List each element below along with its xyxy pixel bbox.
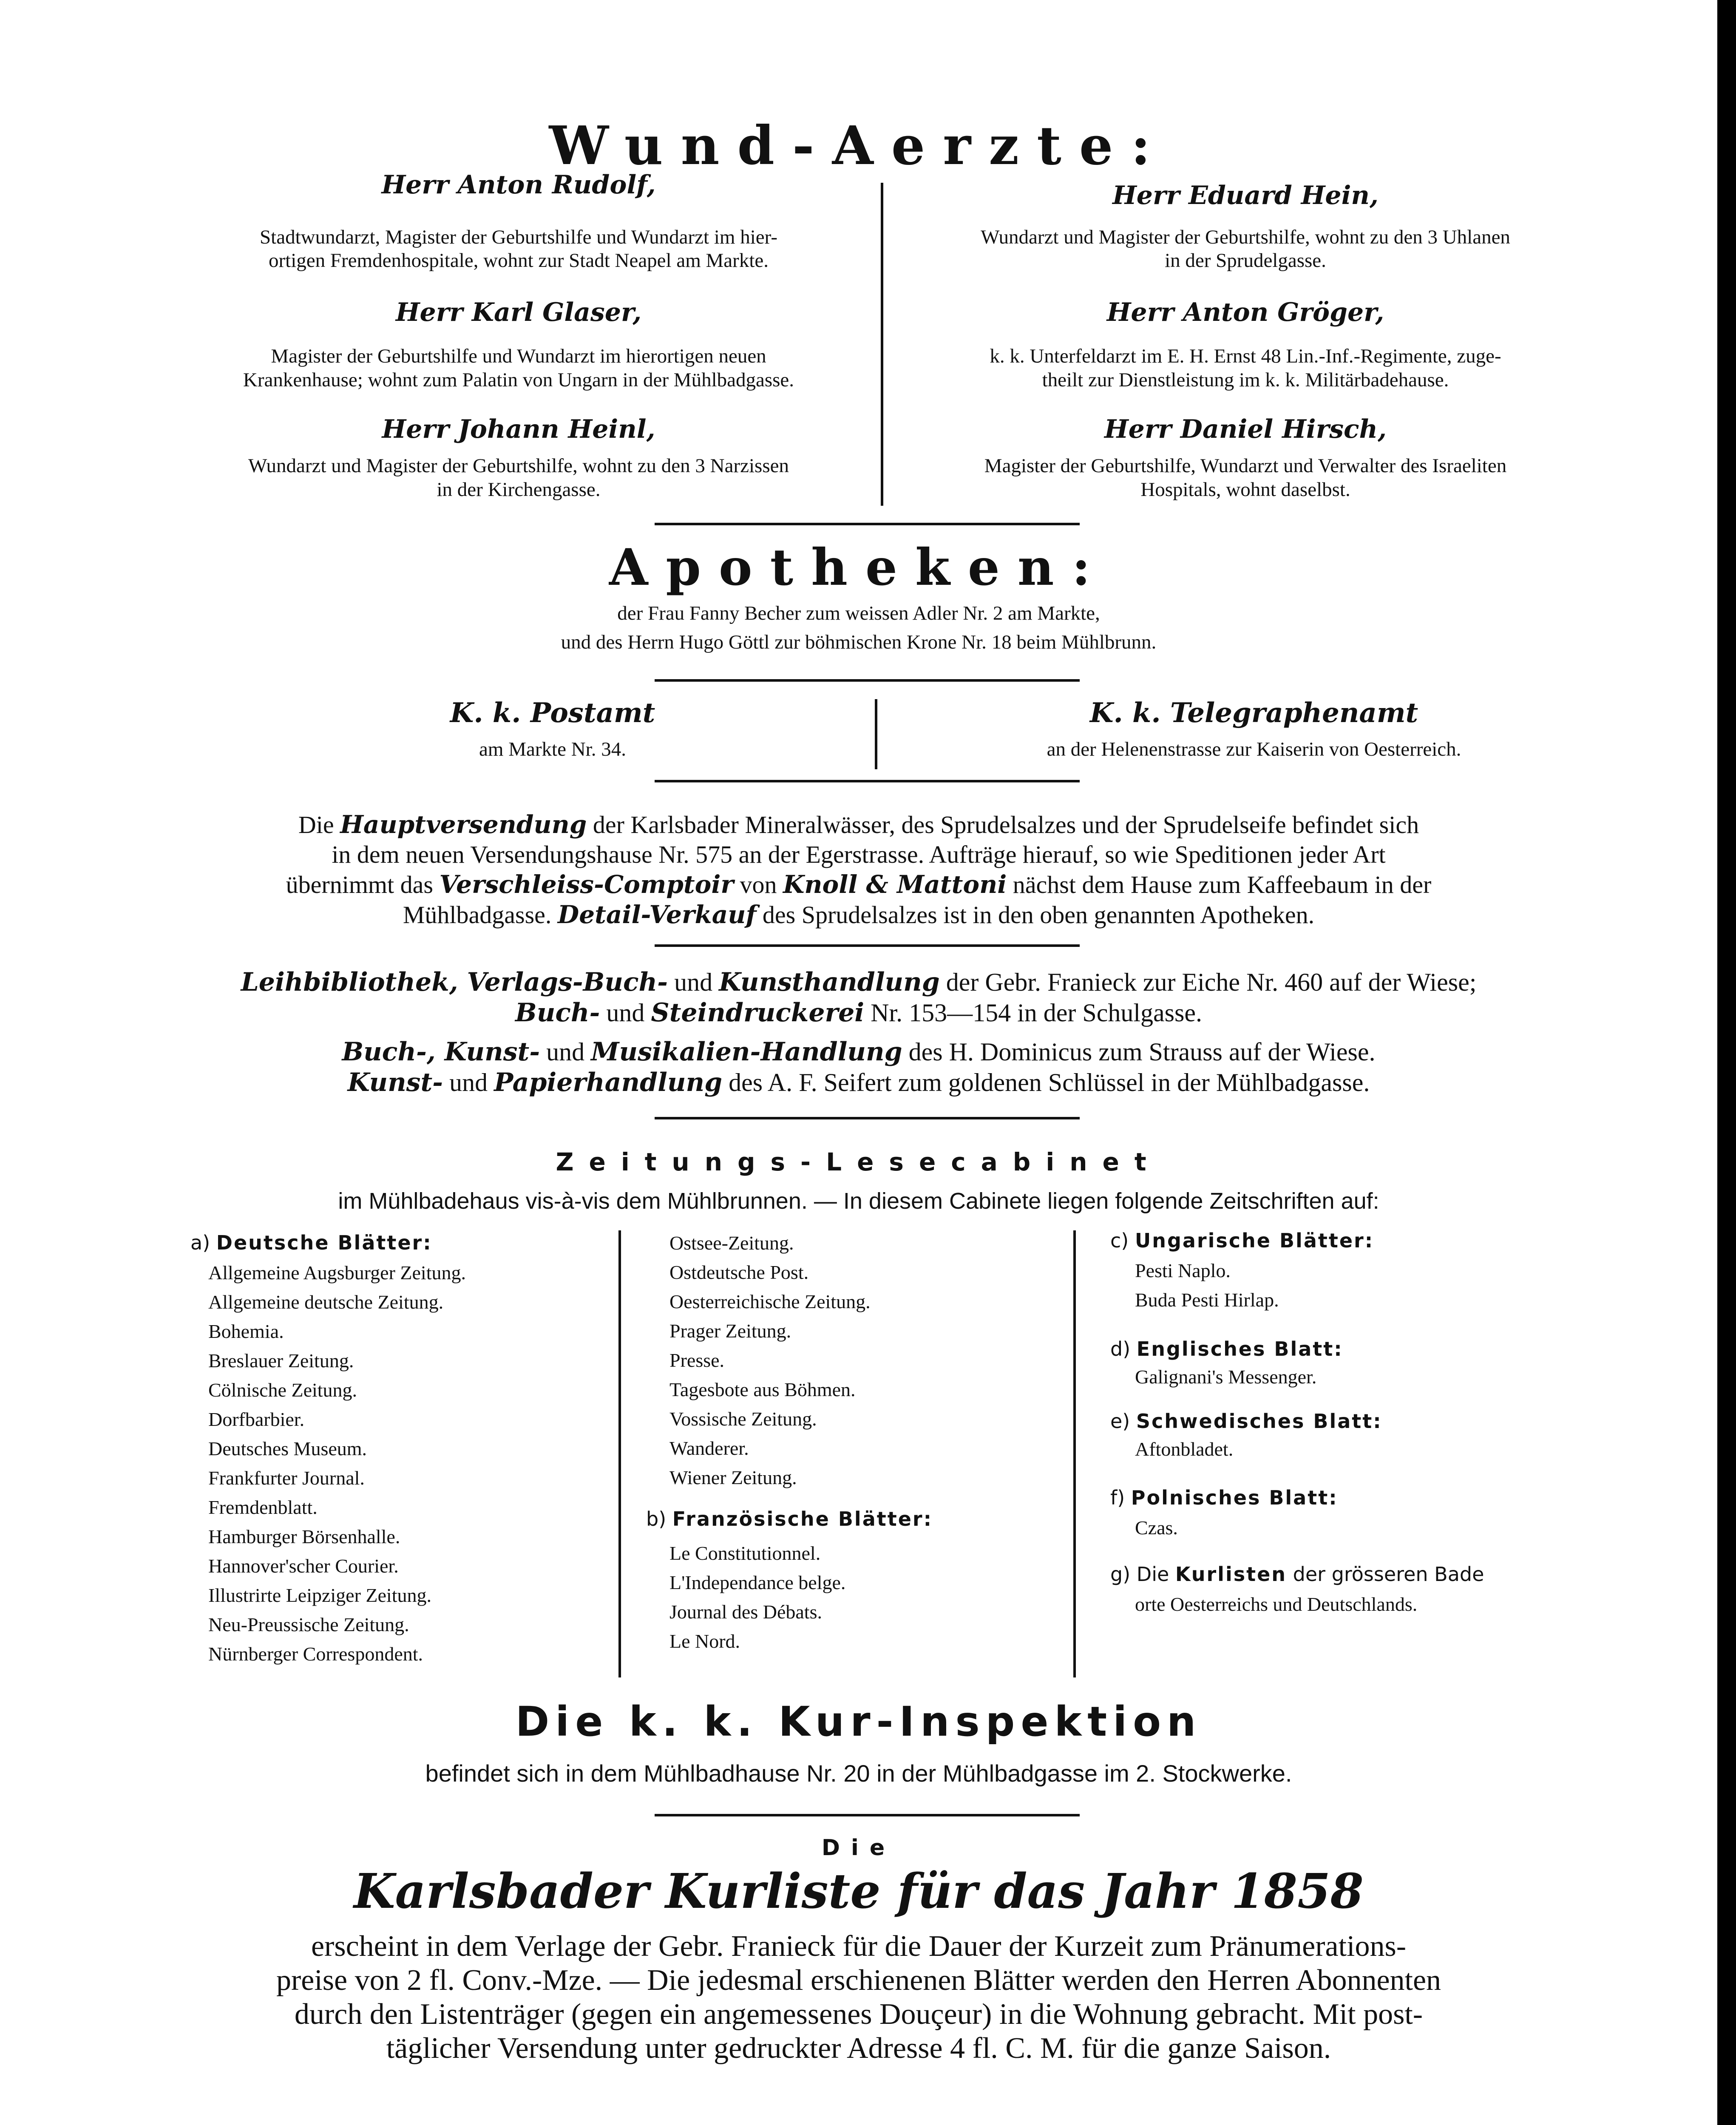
list-item: Frankfurter Journal. bbox=[208, 1467, 365, 1489]
section-title-wundaerzte: Wund-Aerzte: bbox=[549, 115, 1169, 177]
doctor-name: Herr Anton Rudolf, bbox=[381, 170, 656, 200]
list-heading-kurlisten: g) Die Kurlisten der grösseren Bade bbox=[1110, 1563, 1484, 1586]
column-divider bbox=[1073, 1230, 1076, 1677]
newspaper-list-polish bbox=[1135, 1513, 1178, 1542]
list-item: Allgemeine deutsche Zeitung. bbox=[208, 1291, 444, 1313]
post-office-title: K. k. Postamt bbox=[450, 697, 655, 729]
list-item: L'Independance belge. bbox=[669, 1572, 846, 1593]
list-item: Pesti Naplo. bbox=[1135, 1260, 1231, 1281]
list-item: Tagesbote aus Böhmen. bbox=[669, 1379, 856, 1400]
list-item: Illustrirte Leipziger Zeitung. bbox=[208, 1584, 431, 1606]
list-item: Neu-Preussische Zeitung. bbox=[208, 1614, 409, 1635]
column-divider bbox=[881, 183, 883, 506]
divider-rule bbox=[655, 1117, 1080, 1119]
list-heading-french: b) Französische Blätter: bbox=[646, 1507, 933, 1530]
dispatch-paragraph: Die Hauptversendung der Karlsbader Mineralwässer, des Sprudelsalzes und der Sprudelseife befindet sich in dem neuen Versendungshause Nr. 575 an der Egerstrasse. Aufträge hierauf, so wie Speditionen jeder Art übernimmt das Verschleiss-Comptoir von Knoll & Mattoni nächst dem Hause zum Kaffeebaum in der Mühlbadgasse. Detail-Verkauf des Sprudelsalzes ist in den oben genannten Apotheken. bbox=[286, 810, 1432, 929]
column-divider bbox=[618, 1230, 621, 1677]
pharmacy-line: der Frau Fanny Becher zum weissen Adler Nr. 2 am Markte, bbox=[617, 602, 1100, 624]
divider-rule bbox=[655, 944, 1080, 947]
list-item: Deutsches Museum. bbox=[208, 1438, 367, 1459]
list-item: orte Oesterreichs und Deutschlands. bbox=[1135, 1593, 1418, 1615]
list-item: Prager Zeitung. bbox=[669, 1320, 791, 1342]
doctor-name: Herr Johann Heinl, bbox=[382, 414, 655, 444]
list-heading-swedish: e) Schwedisches Blatt: bbox=[1110, 1410, 1382, 1433]
newspaper-list-swedish bbox=[1135, 1434, 1233, 1464]
doctor-description: k. k. Unterfeldarzt im E. H. Ernst 48 Lin.-Inf.-Regimente, zuge- bbox=[990, 345, 1501, 367]
list-item: Allgemeine Augsburger Zeitung. bbox=[208, 1262, 466, 1284]
kurlisten-description bbox=[1135, 1590, 1417, 1619]
newspaper-list-german bbox=[208, 1258, 466, 1669]
doctor-description: Magister der Geburtshilfe, Wundarzt und Verwalter des Israeliten bbox=[984, 455, 1507, 477]
doctor-name: Herr Daniel Hirsch, bbox=[1104, 414, 1387, 444]
list-item: Wiener Zeitung. bbox=[669, 1467, 797, 1488]
divider-rule bbox=[655, 780, 1080, 782]
list-heading-hungarian: c) Ungarische Blätter: bbox=[1110, 1229, 1374, 1252]
list-item: Wanderer. bbox=[669, 1437, 749, 1459]
post-office-address: am Markte Nr. 34. bbox=[479, 738, 626, 760]
doctor-description: Stadtwundarzt, Magister der Geburtshilfe und Wundarzt im hier- bbox=[260, 226, 777, 248]
section-title-apotheken: Apotheken: bbox=[609, 538, 1109, 597]
doctor-description: Hospitals, wohnt daselbst. bbox=[1140, 479, 1350, 501]
kurliste-paragraph: erscheint in dem Verlage der Gebr. Franieck für die Dauer der Kurzeit zum Pränumerations- preise von 2 fl. Conv.-Mze. — Die jedesmal erschienenen Blätter werden den Herren Abonnenten durch den Listenträger (gegen ein angemessenes Douçeur) in die Wohnung gebracht. Mit post- täglicher Versendung unter gedruckter Adresse 4 fl. C. M. für die ganze Saison. bbox=[276, 1930, 1441, 2065]
kurliste-article: Die bbox=[821, 1835, 896, 1861]
doctor-description: Magister der Geburtshilfe und Wundarzt im hierortigen neuen bbox=[271, 345, 766, 367]
list-item: Ostsee-Zeitung. bbox=[669, 1232, 794, 1254]
column-divider bbox=[875, 699, 877, 769]
list-item: Galignani's Messenger. bbox=[1135, 1366, 1317, 1388]
inspection-address: befindet sich in dem Mühlbadhause Nr. 20 in der Mühlbadgasse im 2. Stockwerke. bbox=[425, 1760, 1292, 1787]
doctor-name: Herr Eduard Hein, bbox=[1112, 181, 1379, 210]
list-item: Vossische Zeitung. bbox=[669, 1408, 817, 1430]
doctor-description: ortigen Fremdenhospitale, wohnt zur Stadt Neapel am Markte. bbox=[269, 249, 769, 272]
list-item: Hannover'scher Courier. bbox=[208, 1555, 399, 1577]
inspection-title: Die k. k. Kur-Inspektion bbox=[515, 1698, 1202, 1745]
newspaper-list-french bbox=[669, 1538, 845, 1656]
newspaper-list-english bbox=[1135, 1362, 1316, 1391]
list-item: Dorfbarbier. bbox=[208, 1408, 305, 1430]
list-heading-german: a) Deutsche Blätter: bbox=[190, 1231, 432, 1254]
list-item: Ostdeutsche Post. bbox=[669, 1261, 809, 1283]
newspaper-list-german-cont bbox=[669, 1228, 871, 1492]
list-item: Cölnische Zeitung. bbox=[208, 1379, 357, 1401]
list-item: Nürnberger Correspondent. bbox=[208, 1643, 423, 1665]
list-item: Oesterreichische Zeitung. bbox=[669, 1291, 871, 1312]
doctor-description: Krankenhause; wohnt zum Palatin von Ungarn in der Mühlbadgasse. bbox=[243, 369, 794, 391]
doctor-description: in der Sprudelgasse. bbox=[1165, 249, 1326, 272]
list-item: Le Nord. bbox=[669, 1630, 740, 1652]
doctor-description: in der Kirchengasse. bbox=[437, 479, 601, 501]
divider-rule bbox=[655, 679, 1080, 682]
newspaper-list-hungarian bbox=[1135, 1256, 1279, 1315]
list-heading-polish: f) Polnisches Blatt: bbox=[1110, 1486, 1338, 1509]
list-heading-english: d) Englisches Blatt: bbox=[1110, 1337, 1343, 1360]
list-item: Presse. bbox=[669, 1349, 725, 1371]
kurliste-title: Karlsbader Kurliste für das Jahr 1858 bbox=[354, 1864, 1364, 1919]
telegraph-office-address: an der Helenenstrasse zur Kaiserin von Oesterreich. bbox=[1047, 738, 1461, 760]
telegraph-office-title: K. k. Telegraphenamt bbox=[1089, 697, 1418, 729]
list-item: Hamburger Börsenhalle. bbox=[208, 1526, 400, 1547]
list-item: Breslauer Zeitung. bbox=[208, 1350, 354, 1371]
list-item: Fremdenblatt. bbox=[208, 1496, 318, 1518]
doctor-description: theilt zur Dienstleistung im k. k. Militärbadehause. bbox=[1042, 369, 1449, 391]
doctor-description: Wundarzt und Magister der Geburtshilfe, wohnt zu den 3 Narzissen bbox=[248, 455, 789, 477]
list-item: Czas. bbox=[1135, 1517, 1178, 1538]
reading-room-title: Zeitungs-Lesecabinet bbox=[556, 1148, 1162, 1176]
list-item: Buda Pesti Hirlap. bbox=[1135, 1289, 1279, 1311]
list-item: Bohemia. bbox=[208, 1320, 284, 1342]
list-item: Journal des Débats. bbox=[669, 1601, 822, 1623]
doctor-description: Wundarzt und Magister der Geburtshilfe, wohnt zu den 3 Uhlanen bbox=[981, 226, 1510, 248]
bookshop-paragraph: Leihbibliothek, Verlags-Buch- und Kunsthandlung der Gebr. Franieck zur Eiche Nr. 460 auf der Wiese; Buch- und Steindruckerei Nr. 153—154 in der Schulgasse. Buch-, Kunst- und Musikalien-Handlung des H. Dominicus zum Strauss auf der Wiese. Kunst- und Papierhandlung des A. F. Seifert zum goldenen Schlüssel in der Mühlbadgasse. bbox=[241, 967, 1477, 1097]
reading-room-intro: im Mühlbadehaus vis-à-vis dem Mühlbrunnen. — In diesem Cabinete liegen folgende Zeitschriften auf: bbox=[338, 1188, 1379, 1214]
divider-rule bbox=[655, 1814, 1080, 1816]
list-item: Le Constitutionnel. bbox=[669, 1542, 821, 1564]
pharmacy-line: und des Herrn Hugo Göttl zur böhmischen Krone Nr. 18 beim Mühlbrunn. bbox=[561, 631, 1157, 653]
list-item: Aftonbladet. bbox=[1135, 1438, 1234, 1460]
doctor-name: Herr Karl Glaser, bbox=[395, 298, 642, 327]
divider-rule bbox=[655, 523, 1080, 525]
doctor-name: Herr Anton Gröger, bbox=[1106, 298, 1384, 327]
